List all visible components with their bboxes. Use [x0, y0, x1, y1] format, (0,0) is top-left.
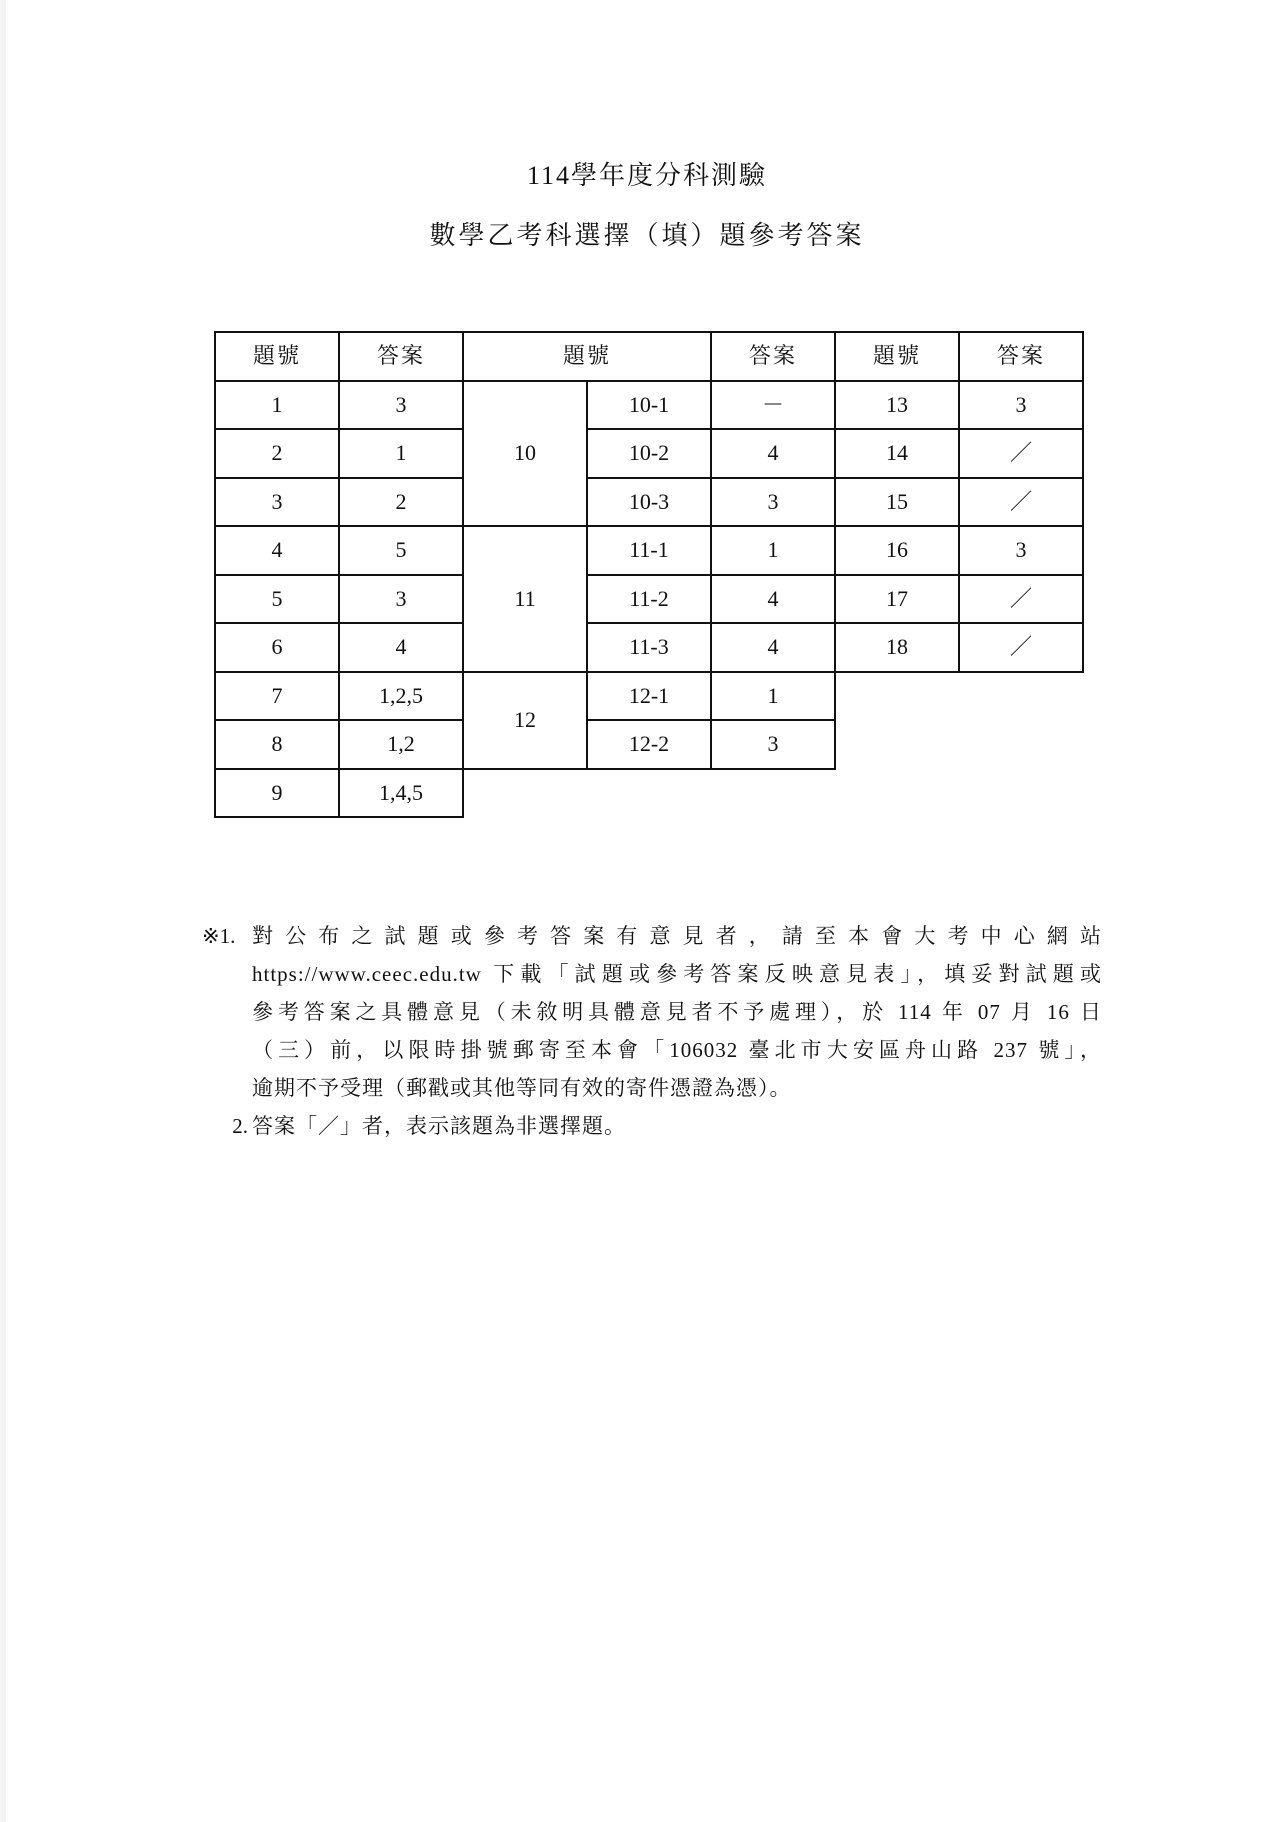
page-title: 114學年度分科測驗: [526, 161, 768, 190]
note-1-text: [252, 917, 1102, 1107]
page-subtitle: 數學乙考科選擇（填）題參考答案: [429, 221, 865, 250]
table-row: [215, 575, 1083, 624]
question-number: 8: [215, 720, 339, 769]
header-answer-3: 答案: [959, 332, 1083, 381]
answer-value: 1,2,5: [339, 672, 463, 721]
question-number: 1: [215, 381, 339, 430]
header-answer-1: 答案: [339, 332, 463, 381]
note-1-line: 對公布之試題或參考答案有意見者，請至本會大考中心網站: [252, 924, 1102, 948]
answer-value: 4: [711, 429, 835, 478]
answer-value: ／: [959, 575, 1083, 624]
document-page: [6, 0, 1288, 1822]
note-1-line: 逾期不予受理（郵戳或其他等同有效的寄件憑證為憑）。: [252, 1076, 792, 1100]
answer-value: 1: [711, 672, 835, 721]
question-number: 14: [835, 429, 959, 478]
answer-value: 1,2: [339, 720, 463, 769]
answer-value: 1,4,5: [339, 769, 463, 818]
sub-question-number: 11-1: [587, 526, 711, 575]
answer-value: 4: [711, 575, 835, 624]
note-1-line: https://www.ceec.edu.tw 下載「試題或參考答案反映意見表」，填妥對試題或: [252, 962, 1102, 986]
answer-value: 3: [959, 526, 1083, 575]
note-1-marker: ※1.: [202, 924, 236, 948]
header-question-1: 題號: [215, 332, 339, 381]
empty-area: [835, 672, 1083, 818]
question-number: 6: [215, 623, 339, 672]
table-row: [215, 429, 1083, 478]
question-number: 17: [835, 575, 959, 624]
group-question-number: 11: [463, 526, 587, 672]
answer-value: 3: [339, 575, 463, 624]
answer-value: 2: [339, 478, 463, 527]
header-answer-2: 答案: [711, 332, 835, 381]
answer-value: 1: [711, 526, 835, 575]
sub-question-number: 10-3: [587, 478, 711, 527]
answer-value: 3: [711, 720, 835, 769]
sub-question-number: 10-2: [587, 429, 711, 478]
answer-value: 1: [339, 429, 463, 478]
note-1-line: 參考答案之具體意見（未敘明具體意見者不予處理），於 114 年 07 月 16 日: [252, 1000, 1102, 1024]
sub-question-number: 12-1: [587, 672, 711, 721]
table-header-row: [215, 332, 1083, 381]
notes-section: [202, 917, 1102, 1145]
answer-value: ／: [959, 623, 1083, 672]
table-row: [215, 672, 1083, 721]
table-row: [215, 381, 1083, 430]
question-number: 9: [215, 769, 339, 818]
question-number: 18: [835, 623, 959, 672]
question-number: 15: [835, 478, 959, 527]
note-1: [202, 917, 1102, 1107]
note-2: [202, 1107, 1102, 1145]
question-number: 5: [215, 575, 339, 624]
answer-value: 3: [959, 381, 1083, 430]
question-number: 3: [215, 478, 339, 527]
note-1-line: （三）前，以限時掛號郵寄至本會「106032 臺北市大安區舟山路 237 號」，: [252, 1038, 1102, 1062]
answer-value: 5: [339, 526, 463, 575]
empty-area: [463, 769, 835, 818]
answer-value: －: [711, 381, 835, 430]
header-question-2: 題號: [463, 332, 711, 381]
question-number: 7: [215, 672, 339, 721]
answer-value: 4: [711, 623, 835, 672]
question-number: 2: [215, 429, 339, 478]
sub-question-number: 11-3: [587, 623, 711, 672]
group-question-number: 12: [463, 672, 587, 769]
sub-question-number: 12-2: [587, 720, 711, 769]
answer-value: ／: [959, 429, 1083, 478]
table-row: [215, 623, 1083, 672]
answer-value: ／: [959, 478, 1083, 527]
table-row: [215, 478, 1083, 527]
answer-value: 3: [711, 478, 835, 527]
note-2-text: 答案「／」者，表示該題為非選擇題。: [252, 1114, 626, 1138]
question-number: 13: [835, 381, 959, 430]
group-question-number: 10: [463, 381, 587, 527]
note-2-marker: 2.: [232, 1114, 248, 1138]
sub-question-number: 10-1: [587, 381, 711, 430]
table-row: [215, 526, 1083, 575]
answer-value: 3: [339, 381, 463, 430]
question-number: 16: [835, 526, 959, 575]
sub-question-number: 11-2: [587, 575, 711, 624]
question-number: 4: [215, 526, 339, 575]
answer-table: [214, 331, 1084, 818]
answer-value: 4: [339, 623, 463, 672]
header-question-3: 題號: [835, 332, 959, 381]
